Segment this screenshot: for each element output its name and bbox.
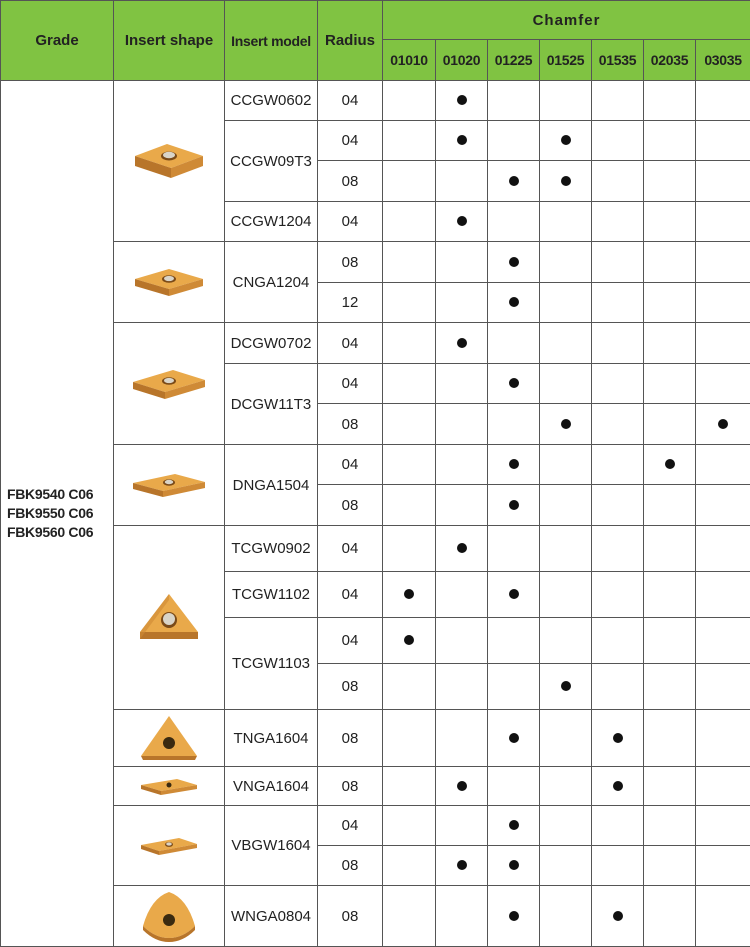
availability-dot	[457, 216, 467, 226]
availability-dot	[561, 681, 571, 691]
grade-header: Grade	[1, 1, 114, 81]
availability-dot	[665, 459, 675, 469]
radius-cell: 08	[318, 710, 383, 767]
chamfer-code-header: 02035	[644, 40, 696, 81]
radius-cell: 04	[318, 121, 383, 161]
availability-dot	[457, 135, 467, 145]
availability-dot	[561, 135, 571, 145]
shape-cell	[114, 323, 225, 445]
availability-dot	[509, 176, 519, 186]
grade-cell	[1, 81, 114, 947]
insert-model-cell: DNGA1504	[225, 445, 318, 526]
shape-cell	[114, 526, 225, 710]
availability-dot	[457, 338, 467, 348]
insert-model-cell: TCGW1102	[225, 572, 318, 618]
shape-cell	[114, 81, 225, 242]
radius-cell: 08	[318, 242, 383, 283]
radius-cell: 04	[318, 445, 383, 485]
radius-cell: 04	[318, 572, 383, 618]
availability-dot	[404, 589, 414, 599]
cc-rhombus-insert-icon	[129, 138, 209, 184]
availability-dot	[509, 733, 519, 743]
availability-dot	[457, 781, 467, 791]
shape-cell	[114, 806, 225, 886]
availability-dot	[561, 176, 571, 186]
radius-cell: 08	[318, 886, 383, 947]
chamfer-code-header: 01525	[540, 40, 592, 81]
availability-dot	[509, 860, 519, 870]
availability-dot	[613, 911, 623, 921]
availability-dot	[457, 543, 467, 553]
availability-dot	[718, 419, 728, 429]
insert-model-cell: TNGA1604	[225, 710, 318, 767]
availability-dot	[509, 297, 519, 307]
availability-dot	[509, 257, 519, 267]
chamfer-code-header: 01225	[488, 40, 540, 81]
availability-dot	[509, 459, 519, 469]
availability-dot	[561, 419, 571, 429]
radius-cell: 04	[318, 81, 383, 121]
radius-cell: 08	[318, 664, 383, 710]
insert-model-cell: DCGW0702	[225, 323, 318, 364]
insert-model-cell: CCGW1204	[225, 202, 318, 242]
tc-triangle-insert-icon	[134, 590, 204, 646]
radius-cell: 04	[318, 618, 383, 664]
availability-dot	[404, 635, 414, 645]
dc-rhombus-insert-icon	[129, 363, 209, 405]
radius-cell: 08	[318, 404, 383, 445]
insert-model-cell: VNGA1604	[225, 767, 318, 806]
vn-rhombus-insert-icon	[137, 772, 201, 800]
insert-model-cell: CCGW09T3	[225, 121, 318, 202]
insert-model-cell: CNGA1204	[225, 242, 318, 323]
dn-rhombus-insert-icon	[129, 467, 209, 503]
insert-model-cell: CCGW0602	[225, 81, 318, 121]
shape-cell	[114, 445, 225, 526]
availability-dot	[509, 911, 519, 921]
radius-cell: 04	[318, 806, 383, 846]
availability-dot	[613, 733, 623, 743]
insert-model-cell: VBGW1604	[225, 806, 318, 886]
radius-cell: 04	[318, 202, 383, 242]
insert-shape-header: Insert shape	[114, 1, 225, 81]
availability-dot	[509, 820, 519, 830]
tn-triangle-insert-icon	[137, 712, 201, 764]
insert-model-cell: WNGA0804	[225, 886, 318, 947]
availability-dot	[613, 781, 623, 791]
chamfer-code-header: 01535	[592, 40, 644, 81]
radius-cell: 04	[318, 323, 383, 364]
radius-cell: 08	[318, 767, 383, 806]
radius-cell: 12	[318, 283, 383, 323]
availability-dot	[509, 378, 519, 388]
shape-cell	[114, 767, 225, 806]
shape-cell	[114, 710, 225, 767]
radius-cell: 08	[318, 846, 383, 886]
chamfer-code-header: 03035	[696, 40, 750, 81]
shape-cell	[114, 886, 225, 947]
radius-cell: 08	[318, 485, 383, 526]
availability-dot	[457, 860, 467, 870]
radius-cell: 04	[318, 526, 383, 572]
insert-model-cell: DCGW11T3	[225, 364, 318, 445]
insert-model-cell: TCGW1103	[225, 618, 318, 710]
shape-cell	[114, 242, 225, 323]
availability-dot	[457, 95, 467, 105]
chamfer-code-header: 01010	[383, 40, 436, 81]
cn-rhombus-insert-icon	[129, 262, 209, 302]
wn-trigon-insert-icon	[137, 888, 201, 944]
grade-label: FBK9540 C06	[7, 485, 113, 504]
radius-cell: 04	[318, 364, 383, 404]
radius-cell: 08	[318, 161, 383, 202]
radius-header: Radius	[318, 1, 383, 81]
grade-label: FBK9550 C06	[7, 504, 113, 523]
insert-model-header: Insert model	[225, 1, 318, 81]
insert-model-cell: TCGW0902	[225, 526, 318, 572]
chamfer-header: Chamfer	[383, 1, 750, 40]
grade-label: FBK9560 C06	[7, 523, 113, 542]
availability-dot	[509, 589, 519, 599]
vb-rhombus-insert-icon	[137, 830, 201, 862]
chamfer-code-header: 01020	[436, 40, 488, 81]
availability-dot	[509, 500, 519, 510]
